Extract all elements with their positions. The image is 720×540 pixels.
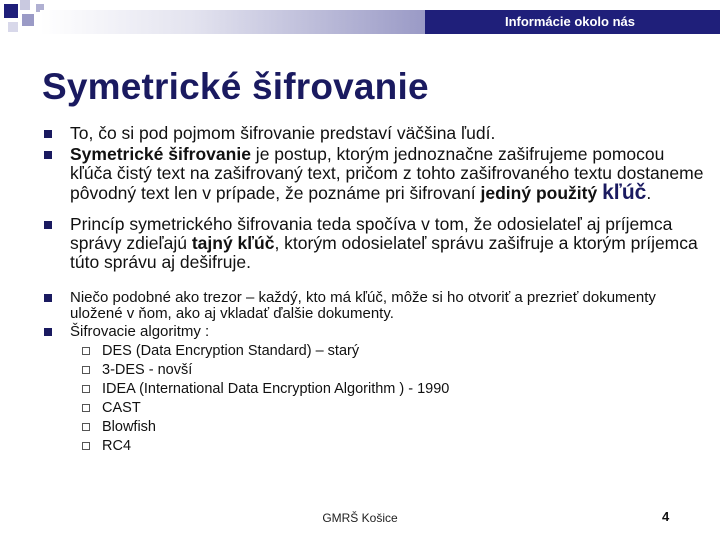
header-gradient [40,10,425,34]
header-title: Informácie okolo nás [504,14,636,29]
sub-bullet-marker [82,347,90,355]
bullet-text: je postup, ktorým jednoznačne zašifrujeme pomocou kľúča čistý text na zašifrovaný text, pričom z tohto zašifrovaného textu dostaneme pôvodný text len v prípade, že poznáme pri šifrovaní [70,144,704,203]
list-item-text: Blowfish [102,419,156,435]
list-item [44,342,704,361]
list-item-text: CAST [102,400,141,416]
bullet-bold-mid: tajný kľúč [191,233,275,253]
bullet-bold-tail: jediný použitý [480,183,598,203]
page-title: Symetrické šifrovanie [42,66,429,107]
bullet-3 [44,215,704,272]
page-number: 4 [662,509,670,524]
list-item [44,437,704,456]
sub-bullet-marker [82,404,90,412]
bullet-marker [44,328,52,336]
bullet-2 [44,145,704,203]
slide-content [44,124,704,456]
list-item [44,399,704,418]
sub-bullet-marker [82,385,90,393]
bullet-big-key: kľúč [602,181,647,204]
list-item [44,418,704,437]
list-item-text: IDEA (International Data Encryption Algorithm ) - 1990 [102,381,450,397]
bullet-4 [44,290,704,322]
bullet-text: Niečo podobné ako trezor – každý, kto má kľúč, môže si ho otvoriť a prezrieť dokumenty uložené v ňom, ako aj vkladať ďalšie dokumenty. [70,289,656,322]
bullet-text: To, čo si pod pojmom šifrovanie predstaví väčšina ľudí. [70,123,496,143]
header-bar [0,0,720,34]
bullet-end: . [646,183,652,203]
bullet-marker [44,294,52,302]
algorithm-list [44,342,704,456]
list-item [44,380,704,399]
bullet-bold-lead: Symetrické šifrovanie [70,144,251,164]
bullet-5 [44,324,704,340]
bullet-text-end: , ktorým odosielateľ správu zašifruje a ktorým príjemca túto správu aj dešifruje. [70,233,698,272]
bullet-text-start: Princíp symetrického šifrovania teda spočíva v tom, že odosielateľ aj príjemca správy zdieľajú [70,214,673,253]
list-item-text: DES (Data Encryption Standard) – starý [102,343,360,359]
bullet-text: Šifrovacie algoritmy : [70,323,210,340]
sub-bullet-marker [82,442,90,450]
bullet-marker [44,151,52,159]
list-item-text: 3-DES - novší [102,362,193,378]
footer-school: GMRŠ Košice [322,511,398,525]
sub-bullet-marker [82,423,90,431]
list-item-text: RC4 [102,438,132,454]
bullet-1 [44,124,704,143]
bullet-marker [44,130,52,138]
list-item [44,361,704,380]
bullet-marker [44,221,52,229]
sub-bullet-marker [82,366,90,374]
